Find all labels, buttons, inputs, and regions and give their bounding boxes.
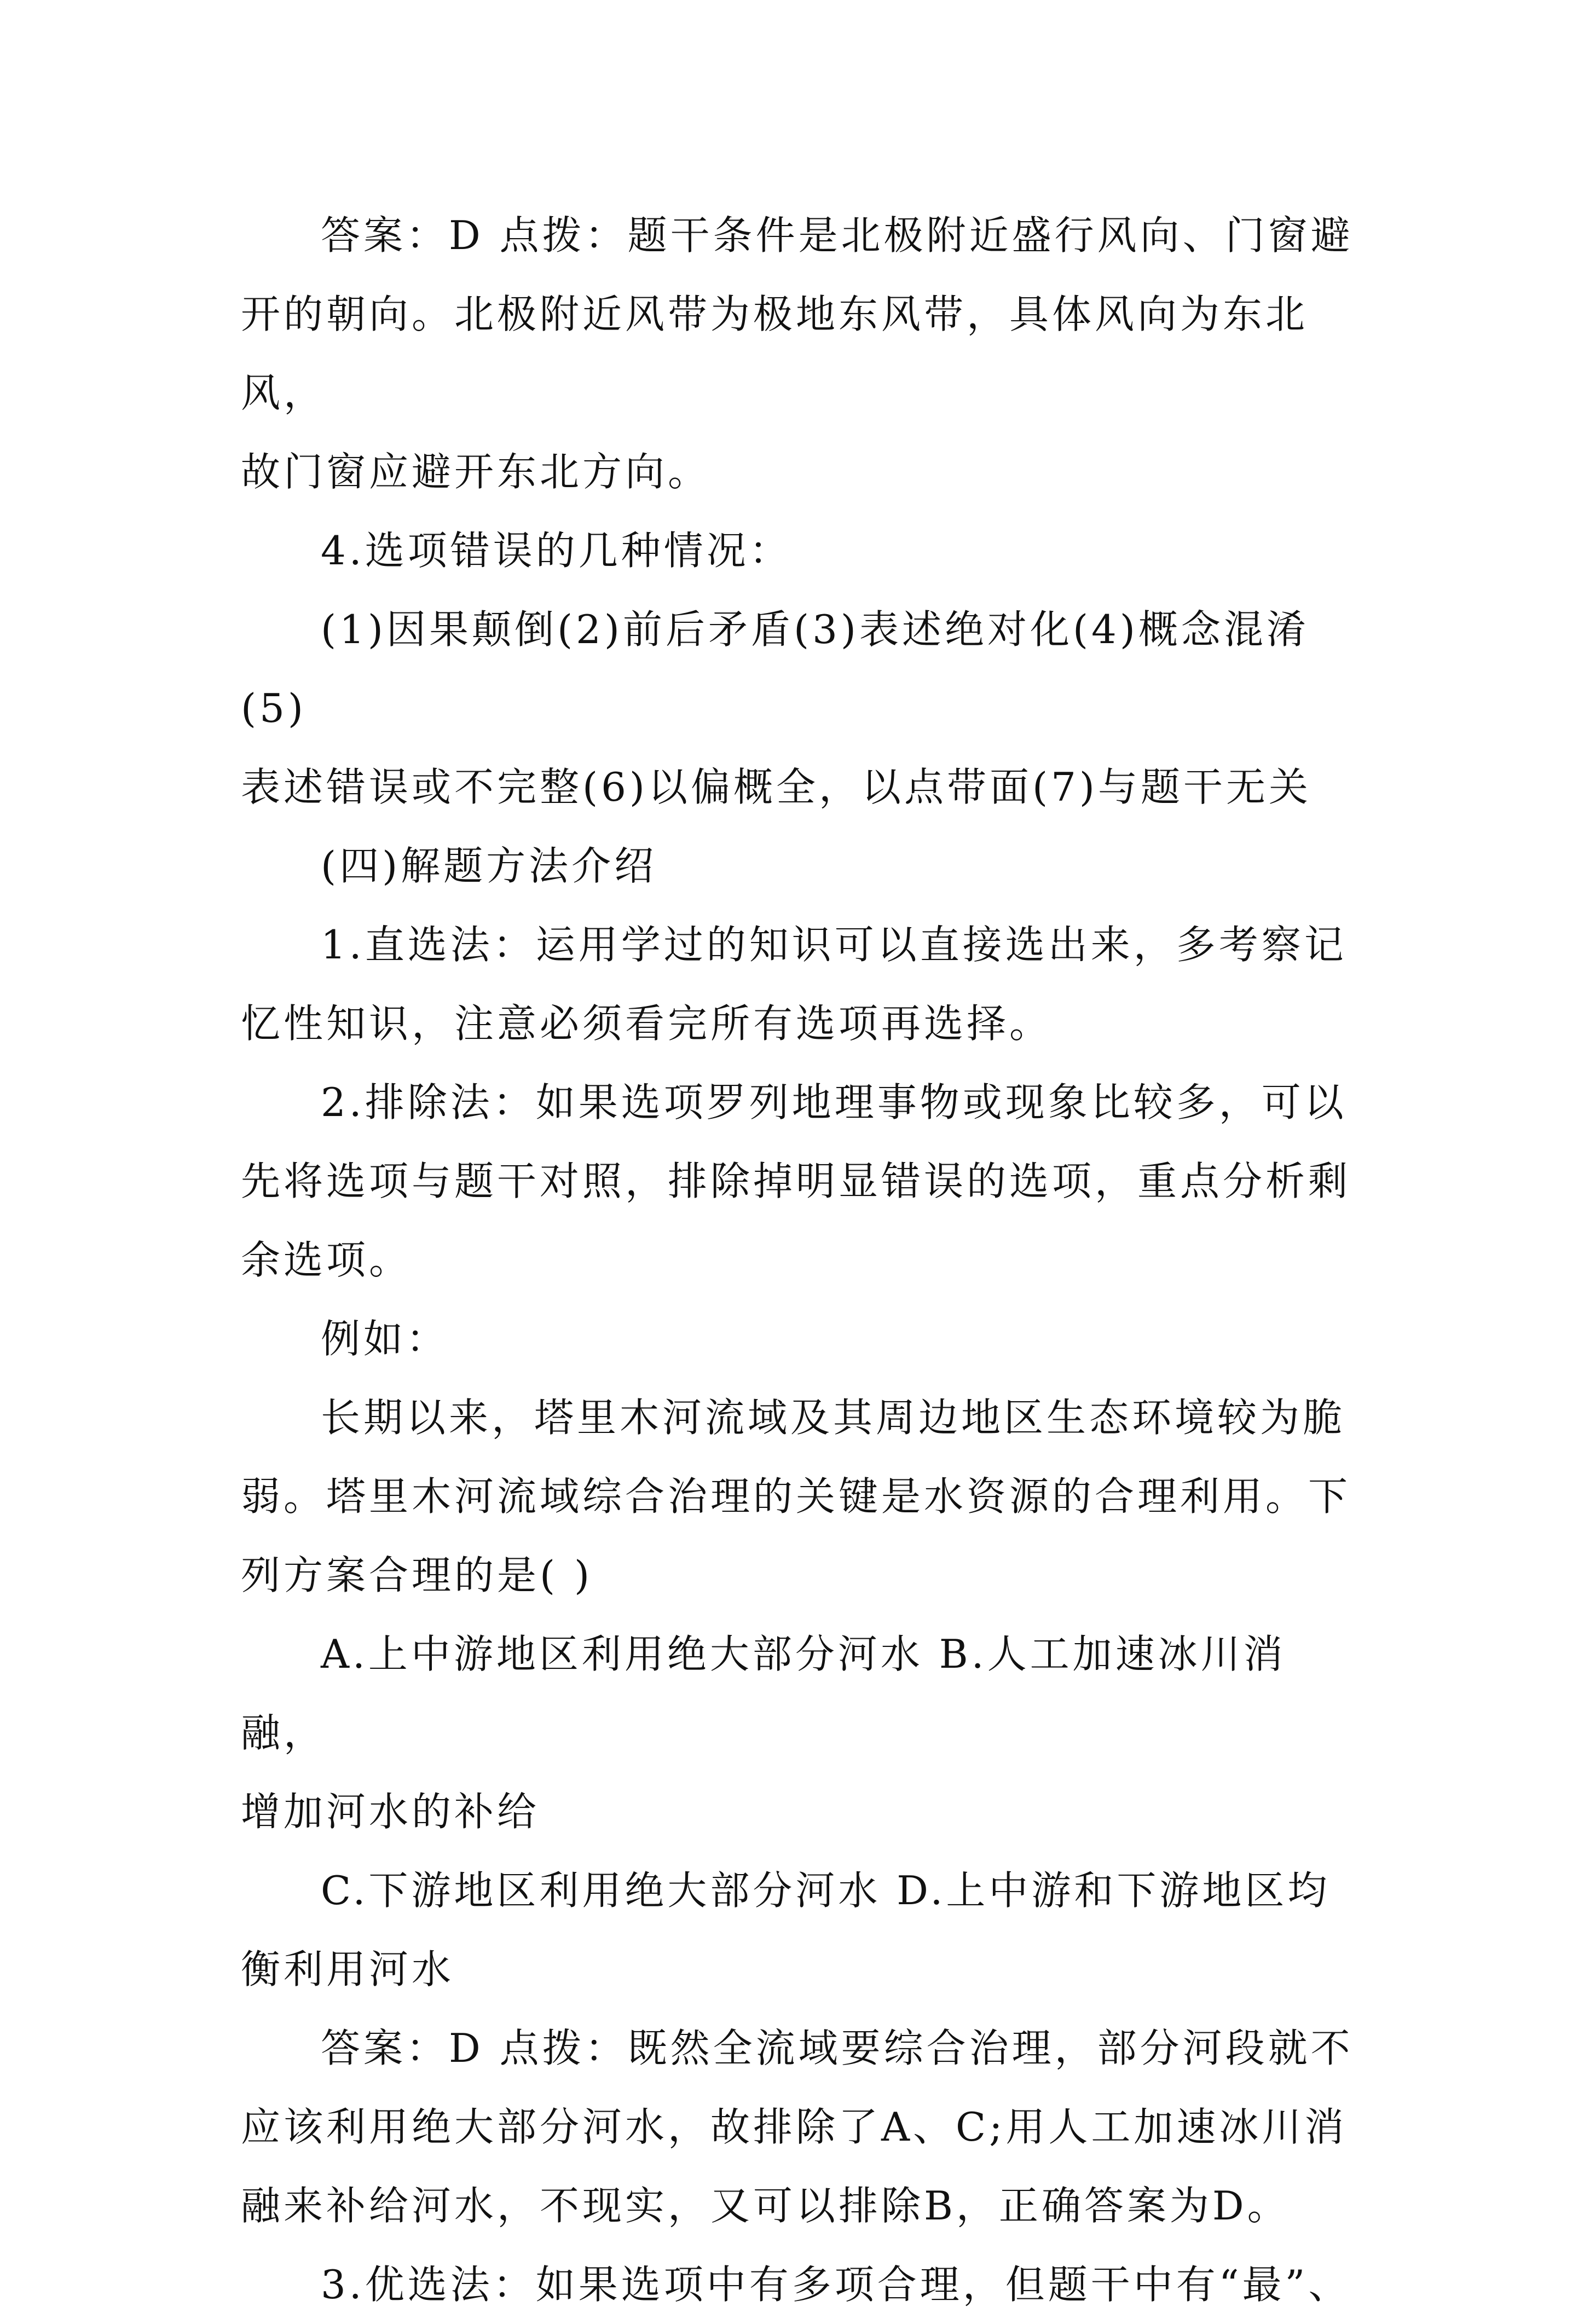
text-line: 故门窗应避开东北方向。	[241, 449, 711, 495]
text-line: 1.直选法：运用学过的知识可以直接选出来，多考察记	[321, 922, 1347, 968]
answer-paragraph-1	[241, 196, 1357, 511]
text-line: 余选项。	[241, 1237, 412, 1283]
answer-paragraph-2	[241, 2009, 1357, 2245]
method-direct-selection	[241, 905, 1357, 1063]
text-line: 长期以来，塔里木河流域及其周边地区生态环境较为脆	[321, 1395, 1346, 1441]
text-line: 弱。塔里木河流域综合治理的关键是水资源的合理利用。下	[241, 1473, 1351, 1519]
section-heading-methods	[241, 826, 1357, 905]
method-optimal-selection	[241, 2245, 1357, 2324]
error-types-paragraph	[241, 590, 1357, 826]
text-line: 答案：D 点拨：题干条件是北极附近盛行风向、门窗避	[321, 212, 1354, 258]
text-line: 4.选项错误的几种情况：	[321, 528, 792, 574]
text-line: 2.排除法：如果选项罗列地理事物或现象比较多，可以	[321, 1079, 1347, 1125]
text-line: (1)因果颠倒(2)前后矛盾(3)表述绝对化(4)概念混淆(5)	[241, 606, 1309, 731]
text-line: 忆性知识，注意必须看完所有选项再选择。	[241, 1001, 1053, 1047]
example-label	[241, 1299, 1357, 1378]
example-options-ab	[241, 1615, 1357, 1851]
example-question-stem	[241, 1378, 1357, 1615]
text-line: (四)解题方法介绍	[321, 843, 657, 889]
text-line: 先将选项与题干对照，排除掉明显错误的选项，重点分析剩	[241, 1158, 1351, 1204]
text-line: 表述错误或不完整(6)以偏概全，以点带面(7)与题干无关	[241, 764, 1311, 810]
text-line: 列方案合理的是( )	[241, 1552, 593, 1598]
text-line: A.上中游地区利用绝大部分河水 B.人工加速冰川消融，	[241, 1631, 1286, 1756]
text-line: 融来补给河水，不现实，又可以排除B，正确答案为D。	[241, 2183, 1290, 2229]
method-elimination	[241, 1063, 1357, 1299]
example-options-cd	[241, 1851, 1357, 2009]
text-line: C.下游地区利用绝大部分河水 D.上中游和下游地区均	[321, 1868, 1331, 1913]
text-line: 增加河水的补给	[241, 1789, 540, 1835]
text-line: 应该利用绝大部分河水，故排除了A、C;用人工加速冰川消	[241, 2104, 1348, 2150]
text-line: 答案：D 点拨：既然全流域要综合治理，部分河段就不	[321, 2025, 1354, 2071]
heading-option-errors	[241, 511, 1357, 590]
document-body	[241, 196, 1357, 2324]
text-line: 3.优选法：如果选项中有多项合理，但题干中有“最”、	[321, 2262, 1351, 2308]
text-line: 开的朝向。北极附近风带为极地东风带，具体风向为东北风，	[241, 291, 1309, 416]
text-line: 衡利用河水	[241, 1946, 455, 1992]
text-line: 例如：	[321, 1316, 449, 1362]
